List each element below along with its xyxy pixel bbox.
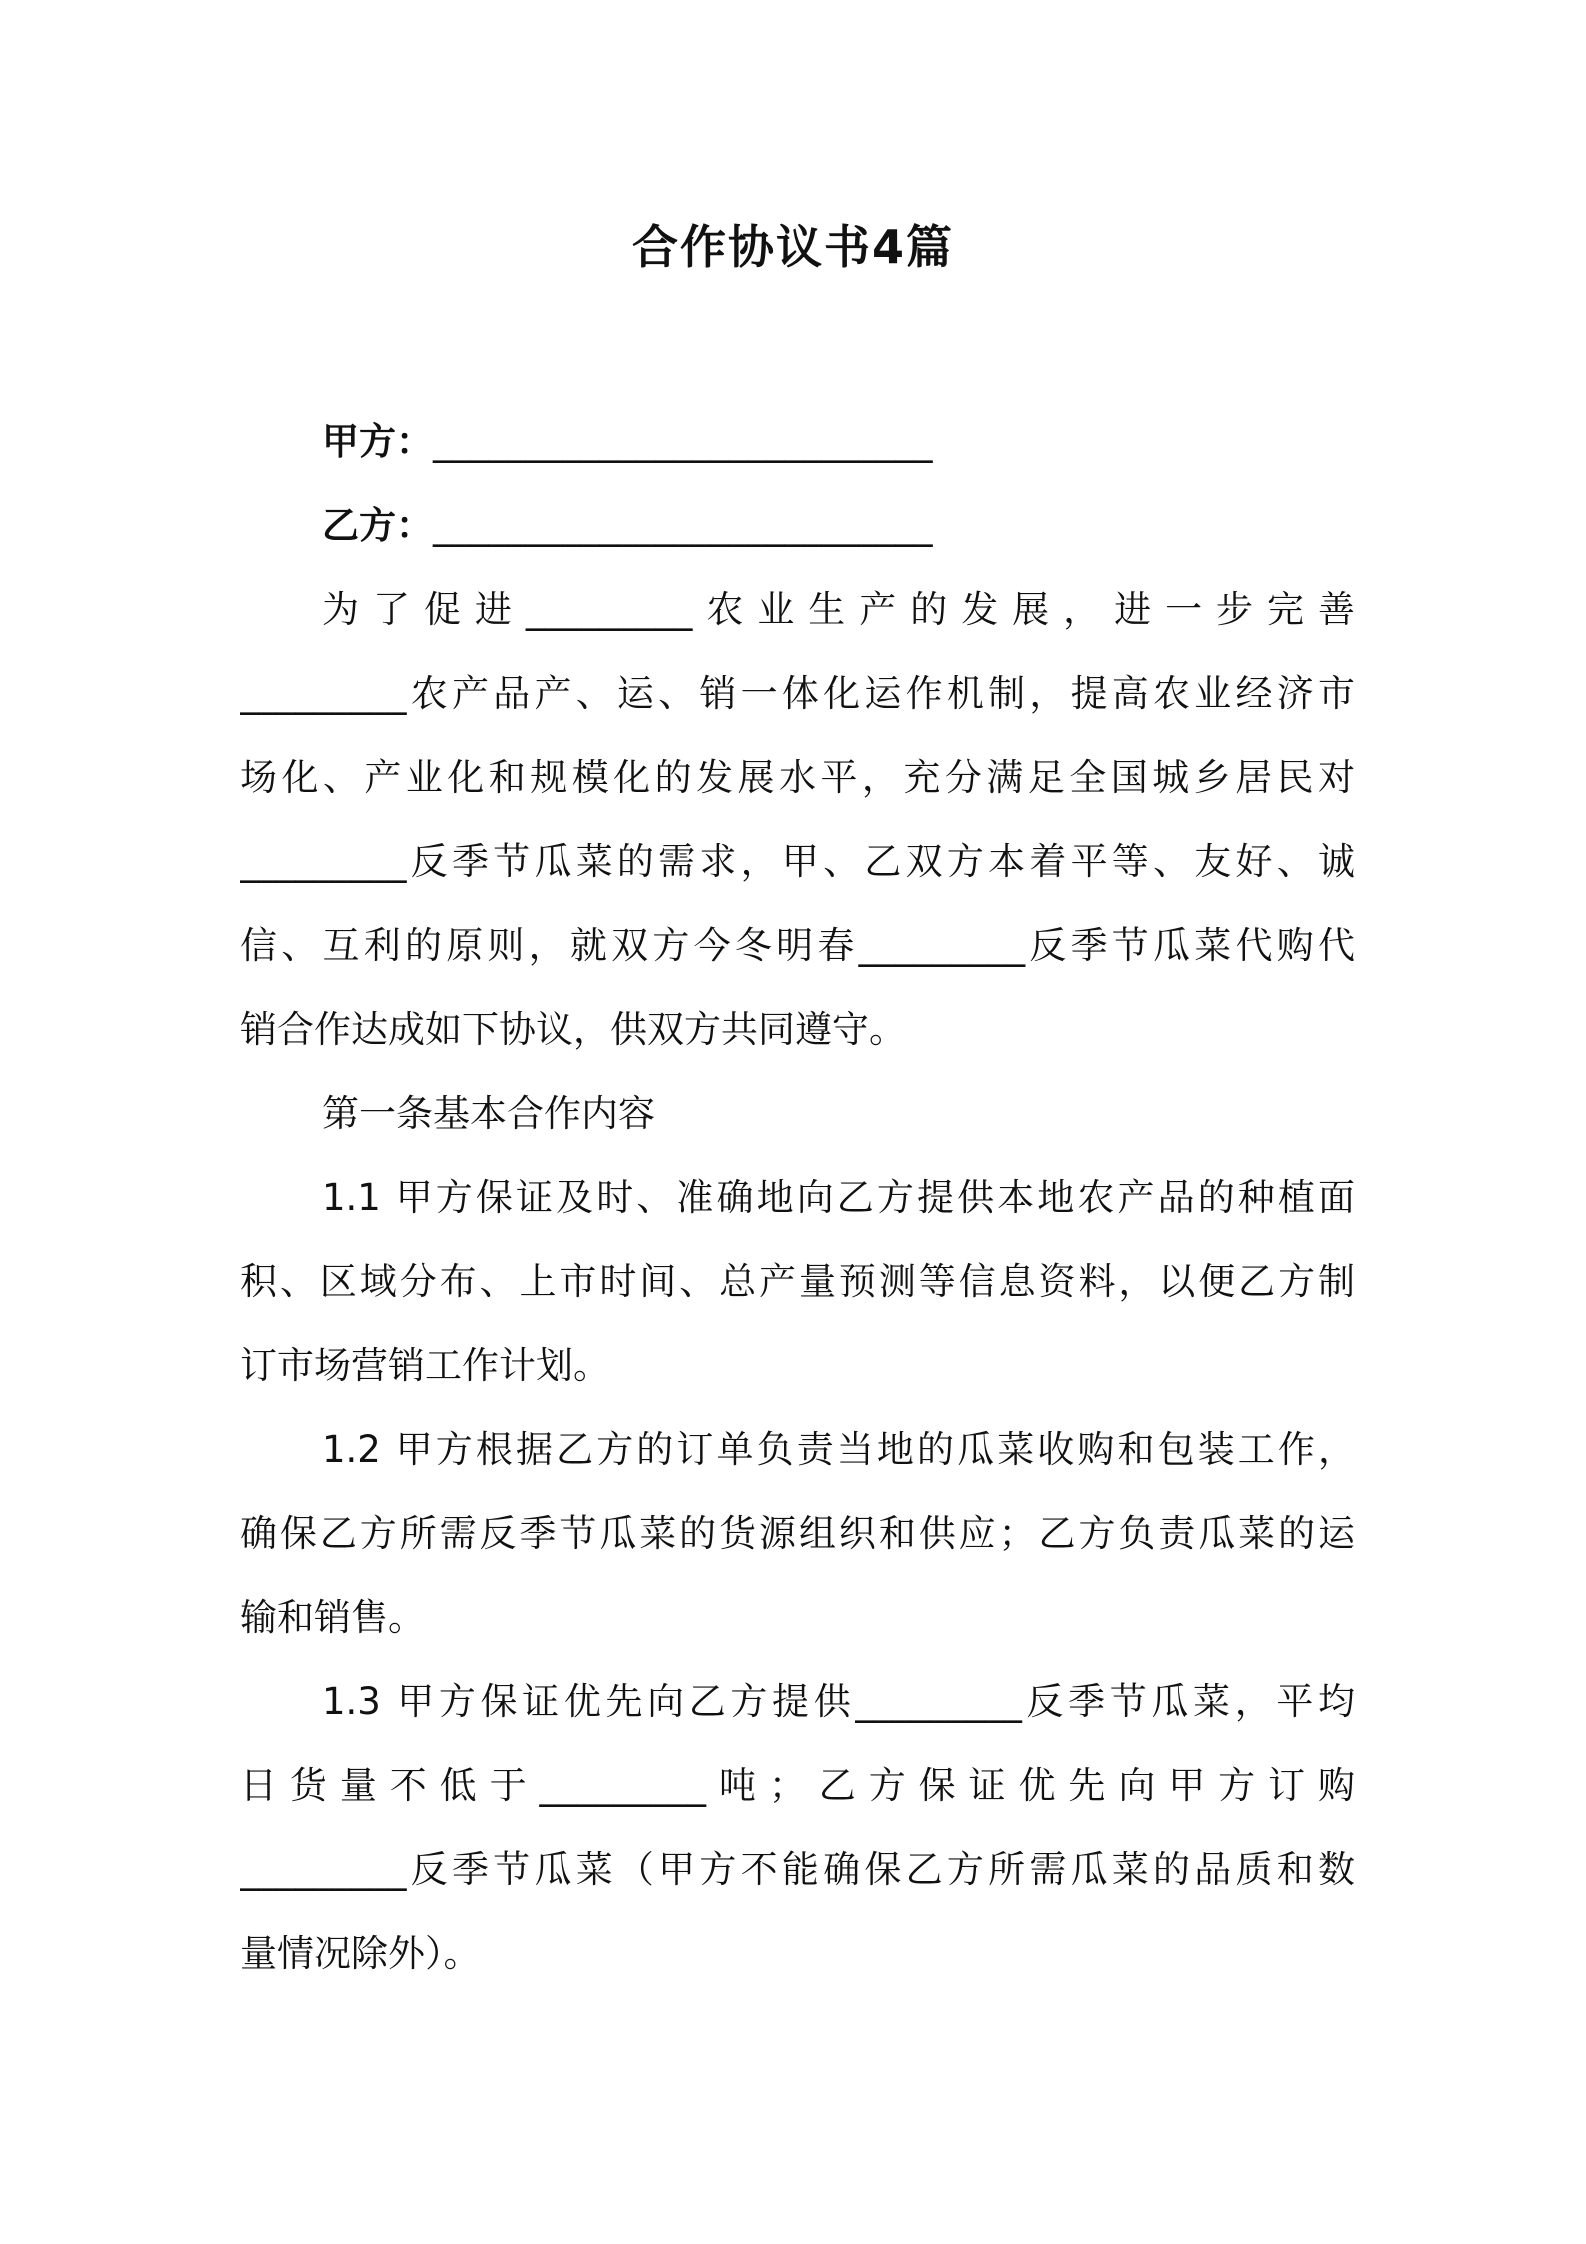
clause-1-2-line-2: 确保乙方所需反季节瓜菜的货源组织和供应；乙方负责瓜菜的运 bbox=[240, 1512, 1355, 1555]
preamble-line-6: 销合作达成如下协议，供双方共同遵守。 bbox=[240, 1008, 906, 1051]
clause-1-2-line-3: 输和销售。 bbox=[240, 1596, 425, 1639]
clause-1-3-line-4: 量情况除外）。 bbox=[240, 1932, 481, 1975]
clause-1-1-line-2: 积、区域分布、上市时间、总产量预测等信息资料，以便乙方制 bbox=[240, 1260, 1355, 1303]
clause-1-3-line-2: 日货量不低于_________吨；乙方保证优先向甲方订购 bbox=[240, 1764, 1355, 1807]
clause-1-1-line-3: 订市场营销工作计划。 bbox=[240, 1344, 610, 1387]
preamble-line-3: 场化、产业化和规模化的发展水平，充分满足全国城乡居民对 bbox=[240, 756, 1355, 799]
clause-1-2-line-1: 1.2 甲方根据乙方的订单负责当地的瓜菜收购和包装工作， bbox=[322, 1428, 1355, 1471]
clause-1-1-line-1: 1.1 甲方保证及时、准确地向乙方提供本地农产品的种植面 bbox=[322, 1176, 1355, 1219]
preamble-line-2: _________农产品产、运、销一体化运作机制，提高农业经济市 bbox=[240, 672, 1355, 715]
party-b-line bbox=[240, 484, 1355, 568]
preamble-line-5: 信、互利的原则，就双方今冬明春_________反季节瓜菜代购代 bbox=[240, 924, 1355, 967]
clause-1-3-line-1: 1.3 甲方保证优先向乙方提供_________反季节瓜菜，平均 bbox=[322, 1680, 1355, 1723]
party-a-line bbox=[240, 400, 1355, 484]
document-body bbox=[240, 400, 1355, 1996]
preamble-line-1: 为了促进_________农业生产的发展，进一步完善 bbox=[322, 588, 1355, 631]
party-a-label: 甲方： bbox=[322, 420, 433, 463]
clause-1-3-line-3: _________反季节瓜菜（甲方不能确保乙方所需瓜菜的品质和数 bbox=[240, 1848, 1355, 1891]
party-b-blank: ___________________________ bbox=[433, 504, 933, 547]
document-title: 合作协议书4篇 bbox=[631, 220, 954, 274]
party-b-label: 乙方： bbox=[322, 504, 433, 547]
article-1-heading: 第一条基本合作内容 bbox=[322, 1092, 655, 1135]
preamble-line-4: _________反季节瓜菜的需求，甲、乙双方本着平等、友好、诚 bbox=[240, 840, 1355, 883]
party-a-blank: ___________________________ bbox=[433, 420, 933, 463]
